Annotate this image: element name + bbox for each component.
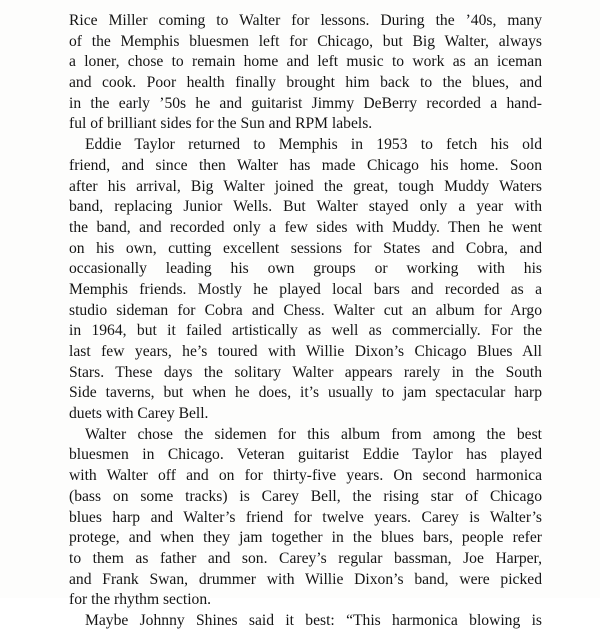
text-line: Rice Miller coming to Walter for lessons. During the ’40s, many xyxy=(69,12,542,29)
text-line: after his arrival, Big Walter joined the great, tough Muddy Waters xyxy=(69,177,542,195)
text-line: of the Memphis bluesmen left for Chicago, but Big Walter, always xyxy=(69,32,542,50)
text-line: Walter chose the sidemen for this album from among the best xyxy=(85,425,542,443)
text-line: for the rhythm section. xyxy=(69,591,212,609)
text-line: ful of brilliant sides for the Sun and RPM labels. xyxy=(69,115,373,133)
text-line: on his own, cutting excellent sessions for States and Cobra, and xyxy=(69,239,542,257)
text-line: band, replacing Junior Wells. But Walter stayed only a year with xyxy=(69,198,542,216)
text-line: last few years, he’s toured with Willie Dixon’s Chicago Blues All xyxy=(69,343,542,360)
text-line: the band, and recorded only a few sides with Muddy. Then he went xyxy=(69,218,542,236)
text-line: with Walter off and on for thirty-five years. On second harmonica xyxy=(69,467,542,485)
text-line: duets with Carey Bell. xyxy=(69,405,209,423)
text-line: occasionally leading his own groups or working with his xyxy=(69,260,542,278)
text-line: and cook. Poor health finally brought him back to the blues, and xyxy=(69,74,542,92)
text-line: Maybe Johnny Shines said it best: “This harmonica blowing is xyxy=(85,611,542,629)
text-line: Memphis friends. Mostly he played local bars and recorded as a xyxy=(69,280,542,298)
text-line: friend, and since then Walter has made Chicago his home. Soon xyxy=(69,156,542,174)
text-line: studio sideman for Cobra and Chess. Walter cut an album for Argo xyxy=(69,301,542,319)
text-line: in 1964, but it failed artistically as well as commercially. For the xyxy=(69,322,542,340)
text-line: bluesmen in Chicago. Veteran guitarist Eddie Taylor has played xyxy=(69,446,542,464)
text-line: and Frank Swan, drummer with Willie Dixon’s band, were picked xyxy=(69,570,542,588)
text-line: protege, and when they jam together in the blues bars, people refer xyxy=(69,529,542,547)
text-line: blues harp and Walter’s friend for twelve years. Carey is Walter’s xyxy=(69,508,542,526)
text-line: Stars. These days the solitary Walter appears rarely in the South xyxy=(69,363,542,381)
text-line: to them as father and son. Carey’s regular bassman, Joe Harper, xyxy=(69,549,542,567)
text-line: a loner, chose to remain home and left music to work as an iceman xyxy=(69,53,542,71)
text-line: in the early ’50s he and guitarist Jimmy DeBerry recorded a hand- xyxy=(69,94,542,112)
text-line: (bass on some tracks) is Carey Bell, the rising star of Chicago xyxy=(69,487,542,505)
text-line: Eddie Taylor returned to Memphis in 1953 to fetch his old xyxy=(85,136,542,154)
body-text xyxy=(69,11,542,632)
text-line: Side taverns, but when he does, it’s usually to jam spectacular harp xyxy=(69,384,542,402)
